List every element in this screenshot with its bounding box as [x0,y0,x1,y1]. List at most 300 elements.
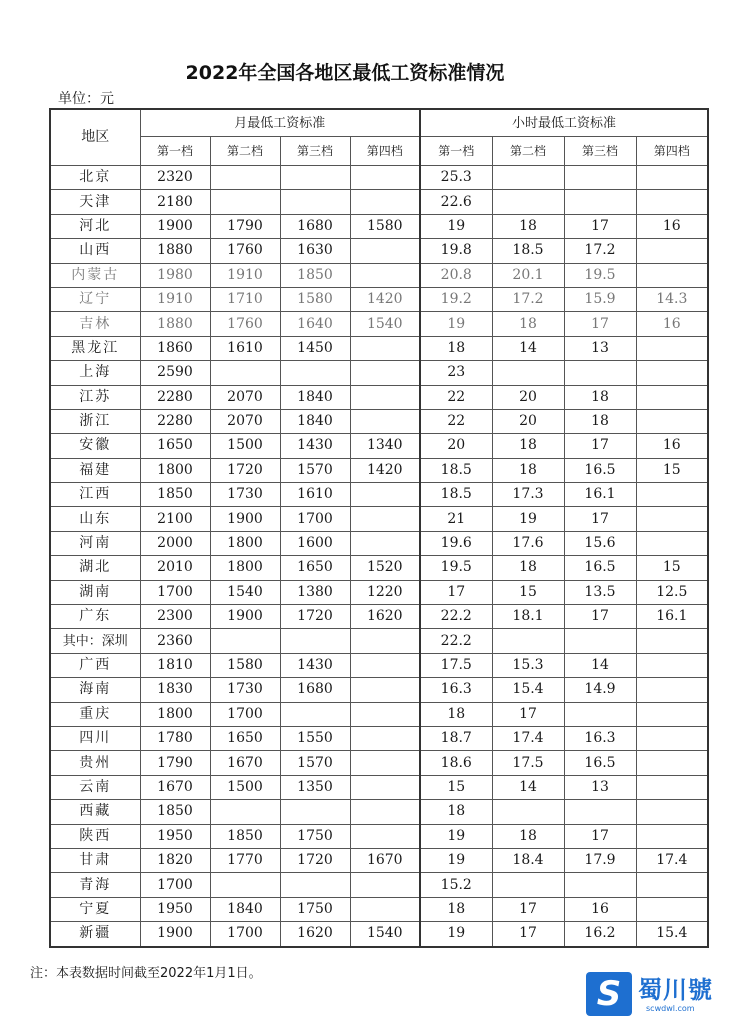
hourly-value-cell: 14 [564,653,636,677]
region-cell: 云南 [50,775,140,799]
hourly-value-cell: 16 [636,214,708,238]
monthly-value-cell: 1430 [280,434,350,458]
monthly-tier-header: 第四档 [350,137,420,166]
table-row [50,580,708,604]
monthly-value-cell: 1900 [140,214,210,238]
hourly-value-cell [636,483,708,507]
monthly-value-cell: 1540 [210,580,280,604]
hourly-value-cell: 17 [420,580,492,604]
hourly-value-cell: 17.3 [492,483,564,507]
hourly-value-cell: 18 [492,214,564,238]
hourly-value-cell [636,409,708,433]
table-row [50,848,708,872]
hourly-value-cell: 22.6 [420,190,492,214]
hourly-value-cell: 18 [420,897,492,921]
hourly-value-cell: 17.6 [492,531,564,555]
table-row [50,287,708,311]
monthly-value-cell: 2300 [140,605,210,629]
hourly-value-cell [492,190,564,214]
hourly-value-cell: 13.5 [564,580,636,604]
hourly-value-cell: 18 [420,702,492,726]
hourly-value-cell: 17.5 [492,751,564,775]
monthly-value-cell: 1850 [140,483,210,507]
monthly-value-cell: 1720 [210,458,280,482]
monthly-value-cell: 1820 [140,848,210,872]
hourly-value-cell: 16.3 [564,726,636,750]
hourly-value-cell [564,166,636,190]
monthly-value-cell: 1700 [140,873,210,897]
table-row [50,531,708,555]
hourly-value-cell [636,629,708,653]
monthly-value-cell [210,166,280,190]
region-cell: 贵州 [50,751,140,775]
monthly-value-cell [350,702,420,726]
hourly-value-cell: 20 [492,409,564,433]
table-row [50,897,708,921]
monthly-value-cell: 2360 [140,629,210,653]
hourly-value-cell: 18 [492,556,564,580]
monthly-value-cell [210,361,280,385]
monthly-value-cell: 1850 [210,824,280,848]
monthly-value-cell: 1420 [350,287,420,311]
watermark-logo [586,968,738,1020]
monthly-value-cell: 1350 [280,775,350,799]
hourly-value-cell [636,653,708,677]
table-row [50,873,708,897]
monthly-tier-header: 第三档 [280,137,350,166]
monthly-value-cell: 1770 [210,848,280,872]
hourly-tier-header: 第四档 [636,137,708,166]
hourly-tier-header: 第一档 [420,137,492,166]
hourly-value-cell: 18 [420,336,492,360]
monthly-value-cell [350,190,420,214]
monthly-value-cell: 1500 [210,434,280,458]
monthly-value-cell: 1430 [280,653,350,677]
monthly-value-cell: 2000 [140,531,210,555]
region-cell: 西藏 [50,800,140,824]
hourly-value-cell: 16 [636,312,708,336]
hourly-value-cell: 25.3 [420,166,492,190]
hourly-value-cell [636,239,708,263]
region-cell: 福建 [50,458,140,482]
hourly-value-cell: 19 [420,922,492,947]
hourly-value-cell: 19 [420,824,492,848]
table-row [50,800,708,824]
table-row [50,751,708,775]
monthly-value-cell: 1800 [210,556,280,580]
monthly-value-cell: 2180 [140,190,210,214]
hourly-value-cell: 18.5 [420,458,492,482]
hourly-tier-header: 第三档 [564,137,636,166]
hourly-value-cell: 19.8 [420,239,492,263]
monthly-value-cell: 1900 [210,507,280,531]
monthly-value-cell: 1860 [140,336,210,360]
hourly-value-cell [564,629,636,653]
hourly-value-cell: 19 [420,848,492,872]
table-row [50,678,708,702]
monthly-value-cell: 1580 [350,214,420,238]
hourly-value-cell: 20.8 [420,263,492,287]
table-row [50,605,708,629]
hourly-value-cell: 17 [492,897,564,921]
region-cell: 陕西 [50,824,140,848]
hourly-value-cell: 19.5 [420,556,492,580]
hourly-tier-header: 第二档 [492,137,564,166]
hourly-value-cell: 18.1 [492,605,564,629]
hourly-value-cell: 15 [636,458,708,482]
hourly-value-cell: 21 [420,507,492,531]
monthly-value-cell: 1760 [210,312,280,336]
monthly-value-cell: 1680 [280,214,350,238]
monthly-value-cell: 1980 [140,263,210,287]
hourly-header: 小时最低工资标准 [420,109,708,137]
monthly-value-cell [350,483,420,507]
hourly-value-cell: 16.1 [636,605,708,629]
table-row [50,409,708,433]
hourly-value-cell: 15.9 [564,287,636,311]
hourly-value-cell: 17 [492,922,564,947]
monthly-value-cell: 1600 [280,531,350,555]
monthly-value-cell: 1840 [210,897,280,921]
monthly-value-cell: 1720 [280,848,350,872]
hourly-value-cell: 18.5 [492,239,564,263]
monthly-value-cell: 1800 [140,458,210,482]
monthly-value-cell: 1340 [350,434,420,458]
table-row [50,507,708,531]
hourly-value-cell: 19 [420,214,492,238]
monthly-value-cell: 1220 [350,580,420,604]
hourly-value-cell: 18 [492,458,564,482]
hourly-value-cell: 16.5 [564,458,636,482]
monthly-value-cell: 1670 [140,775,210,799]
table-row [50,263,708,287]
monthly-value-cell: 1900 [210,605,280,629]
table-row [50,214,708,238]
hourly-value-cell [564,800,636,824]
monthly-value-cell: 1540 [350,312,420,336]
hourly-value-cell: 17 [492,702,564,726]
region-cell: 河北 [50,214,140,238]
hourly-value-cell: 19 [492,507,564,531]
monthly-value-cell: 1700 [280,507,350,531]
hourly-value-cell: 18 [492,312,564,336]
unit-label: 单位：元 [58,91,114,107]
monthly-value-cell: 1810 [140,653,210,677]
monthly-value-cell: 1910 [210,263,280,287]
monthly-value-cell [210,190,280,214]
region-cell: 海南 [50,678,140,702]
region-cell: 新疆 [50,922,140,947]
region-cell: 江西 [50,483,140,507]
monthly-value-cell: 1650 [280,556,350,580]
hourly-value-cell: 17.4 [492,726,564,750]
hourly-value-cell [636,678,708,702]
hourly-value-cell [492,166,564,190]
monthly-tier-header: 第一档 [140,137,210,166]
monthly-value-cell: 1420 [350,458,420,482]
hourly-value-cell: 16.1 [564,483,636,507]
monthly-value-cell: 1670 [350,848,420,872]
table-row [50,653,708,677]
hourly-value-cell: 18 [564,385,636,409]
monthly-value-cell: 1520 [350,556,420,580]
monthly-value-cell: 1880 [140,239,210,263]
monthly-value-cell [350,385,420,409]
hourly-value-cell: 22.2 [420,605,492,629]
hourly-value-cell: 15 [420,775,492,799]
monthly-value-cell: 1580 [280,287,350,311]
region-cell: 广东 [50,605,140,629]
monthly-value-cell [210,629,280,653]
monthly-value-cell: 1790 [140,751,210,775]
hourly-value-cell: 17 [564,507,636,531]
hourly-value-cell: 15.6 [564,531,636,555]
hourly-value-cell [636,873,708,897]
hourly-value-cell [636,190,708,214]
hourly-value-cell: 12.5 [636,580,708,604]
region-cell: 吉林 [50,312,140,336]
logo-text: 蜀川號 [638,976,713,1004]
hourly-value-cell [636,507,708,531]
monthly-value-cell: 2070 [210,385,280,409]
table-row [50,629,708,653]
table-row [50,434,708,458]
monthly-value-cell [350,166,420,190]
hourly-value-cell [636,531,708,555]
monthly-value-cell: 1750 [280,897,350,921]
region-cell: 浙江 [50,409,140,433]
hourly-value-cell [492,873,564,897]
monthly-value-cell [350,263,420,287]
monthly-value-cell: 1800 [210,531,280,555]
footnote: 注：本表数据时间截至2022年1月1日。 [30,966,262,981]
monthly-value-cell [350,361,420,385]
monthly-value-cell: 1650 [140,434,210,458]
monthly-value-cell: 1700 [210,922,280,947]
hourly-value-cell: 18.4 [492,848,564,872]
hourly-value-cell: 15.3 [492,653,564,677]
hourly-value-cell [636,751,708,775]
table-row [50,190,708,214]
monthly-value-cell: 1620 [350,605,420,629]
hourly-value-cell [492,800,564,824]
monthly-value-cell [350,873,420,897]
table-row [50,483,708,507]
hourly-value-cell: 17.2 [492,287,564,311]
monthly-value-cell: 1800 [140,702,210,726]
hourly-value-cell: 20 [420,434,492,458]
hourly-value-cell: 17.2 [564,239,636,263]
table-body [50,166,708,947]
hourly-value-cell: 17.5 [420,653,492,677]
hourly-value-cell: 17 [564,434,636,458]
hourly-value-cell: 19 [420,312,492,336]
monthly-value-cell [350,507,420,531]
monthly-value-cell: 1380 [280,580,350,604]
hourly-value-cell [636,897,708,921]
monthly-value-cell: 1650 [210,726,280,750]
hourly-value-cell: 18 [420,800,492,824]
monthly-value-cell: 2280 [140,409,210,433]
region-cell: 江苏 [50,385,140,409]
monthly-value-cell: 1700 [140,580,210,604]
hourly-value-cell: 20.1 [492,263,564,287]
table-row [50,922,708,947]
hourly-value-cell: 18 [492,824,564,848]
monthly-value-cell [280,190,350,214]
region-cell: 河南 [50,531,140,555]
monthly-value-cell [350,775,420,799]
logo-s-icon: S [586,972,632,1016]
monthly-value-cell: 1830 [140,678,210,702]
hourly-value-cell [564,702,636,726]
region-cell: 其中：深圳 [50,629,140,653]
monthly-header: 月最低工资标准 [140,109,420,137]
monthly-value-cell [350,629,420,653]
region-cell: 重庆 [50,702,140,726]
hourly-value-cell: 14 [492,336,564,360]
monthly-value-cell [280,629,350,653]
region-cell: 山西 [50,239,140,263]
hourly-value-cell: 13 [564,775,636,799]
hourly-value-cell [636,336,708,360]
monthly-value-cell [280,800,350,824]
monthly-value-cell [350,678,420,702]
header-row-tiers [50,137,708,166]
monthly-value-cell: 2590 [140,361,210,385]
hourly-value-cell [636,800,708,824]
monthly-value-cell: 1610 [210,336,280,360]
hourly-value-cell [636,824,708,848]
header-row-groups [50,109,708,137]
table-row [50,824,708,848]
hourly-value-cell: 15.4 [492,678,564,702]
monthly-value-cell: 1620 [280,922,350,947]
table-row [50,166,708,190]
hourly-value-cell [492,361,564,385]
hourly-value-cell: 18.6 [420,751,492,775]
region-cell: 四川 [50,726,140,750]
monthly-value-cell: 2100 [140,507,210,531]
region-cell: 内蒙古 [50,263,140,287]
page-title: 2022年全国各地区最低工资标准情况 [185,62,505,84]
hourly-value-cell: 17.9 [564,848,636,872]
monthly-value-cell: 1850 [140,800,210,824]
monthly-value-cell: 1610 [280,483,350,507]
monthly-value-cell: 1790 [210,214,280,238]
monthly-value-cell: 1500 [210,775,280,799]
hourly-value-cell: 16.5 [564,751,636,775]
hourly-value-cell: 15 [636,556,708,580]
monthly-value-cell: 1760 [210,239,280,263]
hourly-value-cell: 16 [564,897,636,921]
region-cell: 北京 [50,166,140,190]
table-row [50,775,708,799]
hourly-value-cell: 14 [492,775,564,799]
monthly-value-cell: 1570 [280,458,350,482]
monthly-value-cell: 1730 [210,483,280,507]
monthly-value-cell [350,726,420,750]
monthly-value-cell [280,361,350,385]
hourly-value-cell [636,263,708,287]
hourly-value-cell: 18 [564,409,636,433]
monthly-value-cell [350,409,420,433]
monthly-tier-header: 第二档 [210,137,280,166]
hourly-value-cell: 22 [420,385,492,409]
hourly-value-cell: 16.3 [420,678,492,702]
hourly-value-cell: 18.5 [420,483,492,507]
monthly-value-cell: 1720 [280,605,350,629]
hourly-value-cell [636,361,708,385]
hourly-value-cell: 17 [564,214,636,238]
monthly-value-cell: 1580 [210,653,280,677]
hourly-value-cell: 14.3 [636,287,708,311]
hourly-value-cell: 16 [636,434,708,458]
monthly-value-cell: 1700 [210,702,280,726]
monthly-value-cell: 2280 [140,385,210,409]
monthly-value-cell [350,897,420,921]
hourly-value-cell: 18.7 [420,726,492,750]
monthly-value-cell [280,166,350,190]
table-row [50,556,708,580]
monthly-value-cell: 2320 [140,166,210,190]
hourly-value-cell: 15.2 [420,873,492,897]
hourly-value-cell [636,726,708,750]
region-cell: 天津 [50,190,140,214]
hourly-value-cell: 23 [420,361,492,385]
table-row [50,336,708,360]
region-cell: 黑龙江 [50,336,140,360]
monthly-value-cell [210,873,280,897]
monthly-value-cell [350,239,420,263]
table-row [50,361,708,385]
hourly-value-cell: 13 [564,336,636,360]
monthly-value-cell: 1570 [280,751,350,775]
monthly-value-cell: 1750 [280,824,350,848]
region-cell: 湖北 [50,556,140,580]
monthly-value-cell: 1880 [140,312,210,336]
monthly-value-cell [350,800,420,824]
hourly-value-cell: 17 [564,824,636,848]
table-row [50,726,708,750]
hourly-value-cell [564,873,636,897]
monthly-value-cell: 1910 [140,287,210,311]
monthly-value-cell: 2070 [210,409,280,433]
hourly-value-cell: 17 [564,605,636,629]
monthly-value-cell: 1640 [280,312,350,336]
region-cell: 宁夏 [50,897,140,921]
monthly-value-cell [280,702,350,726]
hourly-value-cell [636,166,708,190]
hourly-value-cell: 15 [492,580,564,604]
hourly-value-cell [636,385,708,409]
region-cell: 广西 [50,653,140,677]
monthly-value-cell [210,800,280,824]
hourly-value-cell: 18 [492,434,564,458]
monthly-value-cell: 1710 [210,287,280,311]
hourly-value-cell: 16.5 [564,556,636,580]
monthly-value-cell: 1670 [210,751,280,775]
monthly-value-cell: 2010 [140,556,210,580]
hourly-value-cell: 19.2 [420,287,492,311]
monthly-value-cell [350,653,420,677]
hourly-value-cell [636,702,708,726]
region-header: 地区 [50,109,140,166]
region-cell: 甘肃 [50,848,140,872]
hourly-value-cell [564,361,636,385]
monthly-value-cell: 1850 [280,263,350,287]
hourly-value-cell [492,629,564,653]
